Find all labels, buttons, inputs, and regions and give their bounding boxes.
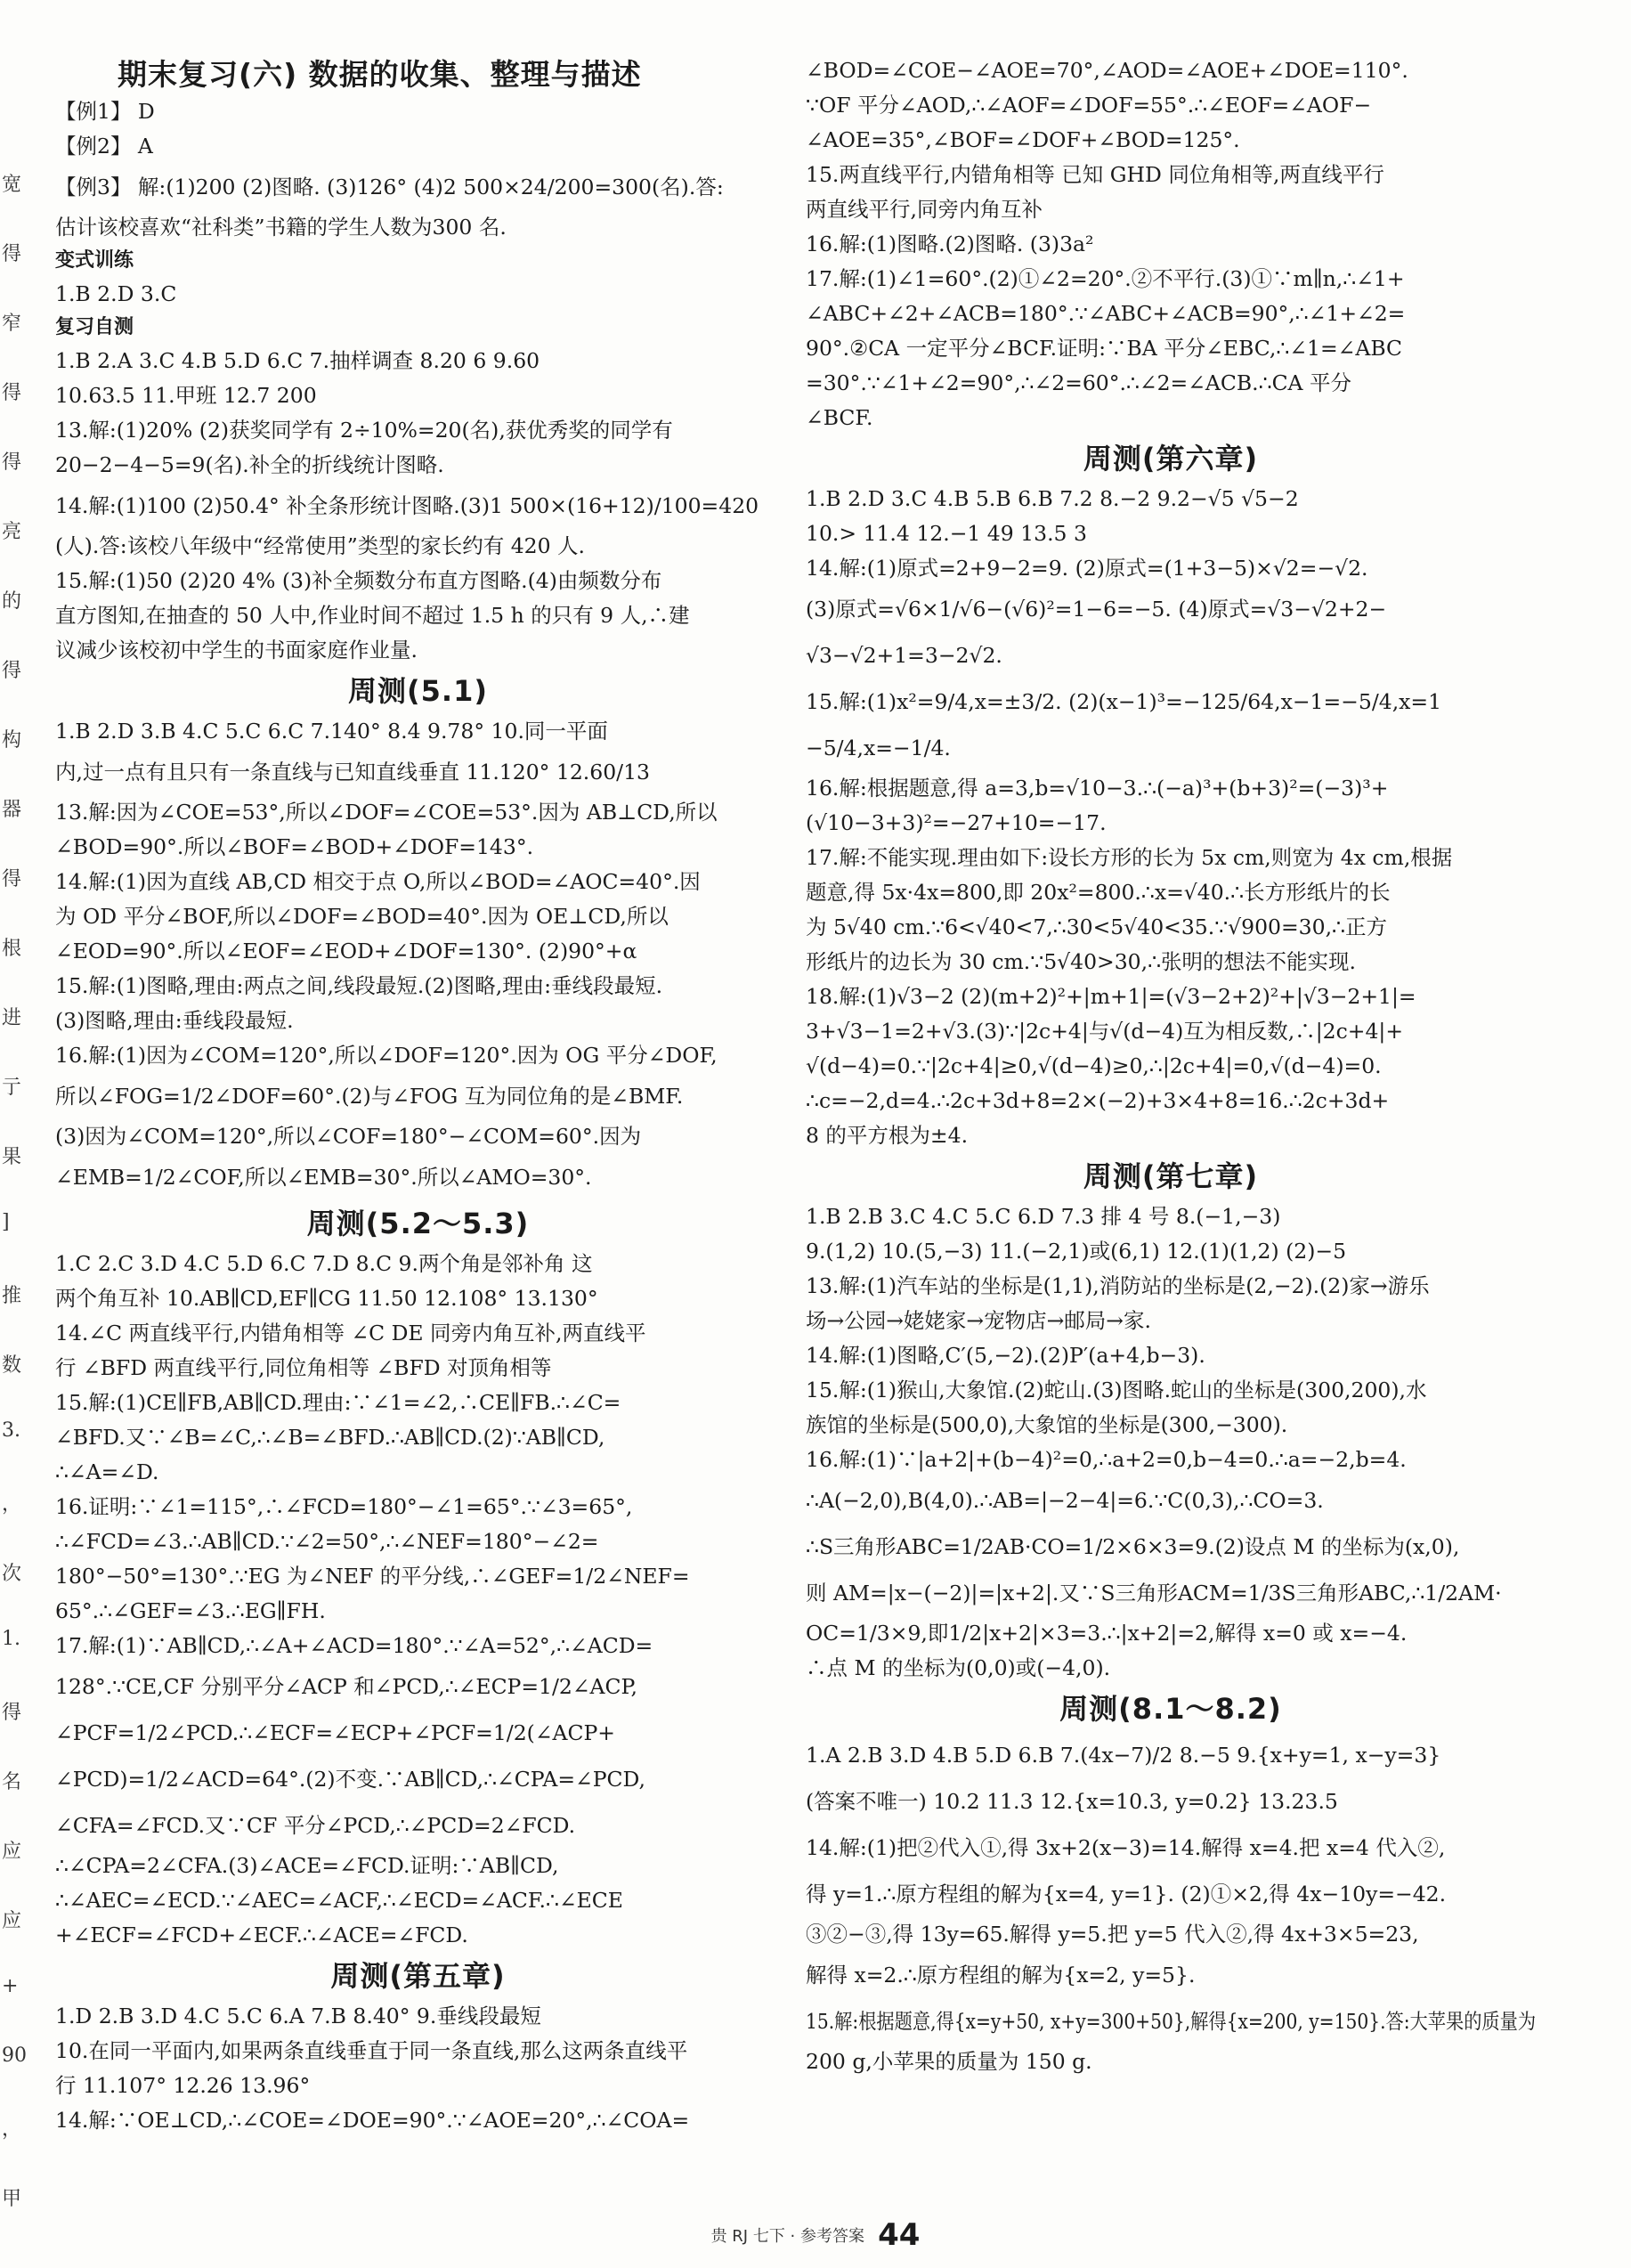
edge-fragment: 进 bbox=[2, 1007, 22, 1029]
left-line: 65°.∴∠GEF=∠3.∴EG∥FH. bbox=[55, 1598, 326, 1623]
left-line: 15.解:(1)图略,理由:两点之间,线段最短.(2)图略,理由:垂线段最短. bbox=[55, 973, 663, 998]
left-line: 128°.∵CE,CF 分别平分∠ACP 和∠PCD,∴∠ECP=1/2∠ACP, bbox=[55, 1674, 638, 1699]
edge-fragment: 推 bbox=[2, 1285, 22, 1307]
edge-fragment: + bbox=[2, 1975, 19, 1997]
left-column bbox=[55, 55, 781, 2138]
right-line: (√10−3+3)²=−27+10=−17. bbox=[806, 810, 1107, 835]
right-line: 1.B 2.D 3.C 4.B 5.B 6.B 7.2 8.−2 9.2−√5 √5−2 bbox=[806, 486, 1299, 511]
right-line: 题意,得 5x·4x=800,即 20x²=800.∴x=√40.∴长方形纸片的长 bbox=[806, 880, 1391, 905]
edge-fragment: 得 bbox=[2, 451, 22, 474]
left-heading: 周测(第五章) bbox=[330, 1959, 506, 1993]
left-line: 1.B 2.A 3.C 4.B 5.D 6.C 7.抽样调查 8.20 6 9.60 bbox=[55, 348, 540, 373]
right-line: −5/4,x=−1/4. bbox=[806, 736, 951, 760]
right-line: 14.解:(1)把②代入①,得 3x+2(x−3)=14.解得 x=4.把 x=4 代入②, bbox=[806, 1835, 1446, 1860]
left-line: 行 ∠BFD 两直线平行,同位角相等 ∠BFD 对顶角相等 bbox=[55, 1355, 552, 1380]
left-line: 所以∠FOG=1/2∠DOF=60°.(2)与∠FOG 互为同位角的是∠BMF. bbox=[55, 1084, 684, 1109]
left-edge-cropped-text bbox=[0, 0, 27, 2268]
edge-fragment: 得 bbox=[2, 243, 22, 265]
left-line: 13.解:(1)20% (2)获奖同学有 2÷10%=20(名),获优秀奖的同学有 bbox=[55, 418, 673, 443]
edge-fragment: ] bbox=[2, 1211, 10, 1233]
left-line: ∠BFD.又∵∠B=∠C,∴∠B=∠BFD.∴AB∥CD.(2)∵AB∥CD, bbox=[55, 1425, 605, 1450]
left-line: (3)因为∠COM=120°,所以∠COF=180°−∠COM=60°.因为 bbox=[55, 1124, 642, 1149]
edge-fragment: 宽 bbox=[2, 174, 22, 196]
edge-fragment: 应 bbox=[2, 1910, 22, 1932]
left-line: 估计该校喜欢“社科类”书籍的学生人数为300 名. bbox=[55, 215, 507, 240]
edge-fragment: 次 bbox=[2, 1563, 22, 1585]
edge-fragment: 甲 bbox=[2, 2188, 22, 2210]
left-heading: 周测(5.1) bbox=[348, 674, 488, 708]
right-line: 10.> 11.4 12.−1 49 13.5 3 bbox=[806, 521, 1087, 546]
right-line: (3)原式=√6×1/√6−(√6)²=1−6=−5. (4)原式=√3−√2+2− bbox=[806, 597, 1387, 622]
edge-fragment: ， bbox=[2, 2118, 22, 2141]
left-line: 【例3】 解:(1)200 (2)图略. (3)126° (4)2 500×24/200=300(名).答: bbox=[55, 175, 724, 199]
left-line: 10.63.5 11.甲班 12.7 200 bbox=[55, 383, 317, 408]
edge-fragment: 应 bbox=[2, 1841, 22, 1863]
right-line: 3+√3−1=2+√3.(3)∵|2c+4|与√(d−4)互为相反数,∴|2c+4|+ bbox=[806, 1019, 1404, 1044]
left-line: 14.解:∵OE⊥CD,∴∠COE=∠DOE=90°.∵∠AOE=20°,∴∠COA= bbox=[55, 2108, 690, 2133]
left-line: +∠ECF=∠FCD+∠ECF.∴∠ACE=∠FCD. bbox=[55, 1923, 468, 1947]
edge-fragment: 数 bbox=[2, 1354, 22, 1377]
right-line: 17.解:不能实现.理由如下:设长方形的长为 5x cm,则宽为 4x cm,根据 bbox=[806, 845, 1453, 870]
left-line: 14.解:(1)因为直线 AB,CD 相交于点 O,所以∠BOD=∠AOC=40°.因 bbox=[55, 869, 701, 894]
left-line: 10.在同一平面内,如果两条直线垂直于同一条直线,那么这两条直线平 bbox=[55, 2038, 688, 2063]
edge-fragment: 构 bbox=[2, 729, 22, 752]
left-line: ∴∠CPA=2∠CFA.(3)∠ACE=∠FCD.证明:∵AB∥CD, bbox=[55, 1853, 559, 1878]
right-line: 16.解:(1)∵|a+2|+(b−4)²=0,∴a+2=0,b−4=0.∴a=−2,b=4. bbox=[806, 1447, 1407, 1472]
left-line: 直方图知,在抽查的 50 人中,作业时间不超过 1.5 h 的只有 9 人,∴建 bbox=[55, 603, 690, 628]
right-line: 1.B 2.B 3.C 4.C 5.C 6.D 7.3 排 4 号 8.(−1,−3) bbox=[806, 1204, 1281, 1229]
right-line: ∴A(−2,0),B(4,0).∴AB=|−2−4|=6.∵C(0,3),∴CO=3. bbox=[806, 1488, 1324, 1513]
edge-fragment: 得 bbox=[2, 660, 22, 682]
left-line: 17.解:(1)∵AB∥CD,∴∠A+∠ACD=180°.∵∠A=52°,∴∠ACD= bbox=[55, 1633, 653, 1658]
right-line: 15.两直线平行,内错角相等 已知 GHD 同位角相等,两直线平行 bbox=[806, 162, 1384, 187]
right-line: 200 g,小苹果的质量为 150 g. bbox=[806, 2049, 1092, 2074]
left-line: ∠EMB=1/2∠COF,所以∠EMB=30°.所以∠AMO=30°. bbox=[55, 1165, 592, 1190]
right-line: 15.解:(1)x²=9/4,x=±3/2. (2)(x−1)³=−125/64,x−1=−5/4,x=1 bbox=[806, 689, 1442, 714]
right-line: 17.解:(1)∠1=60°.(2)①∠2=20°.②不平行.(3)①∵m∥n,∴∠1+ bbox=[806, 266, 1405, 291]
right-line: 族馆的坐标是(500,0),大象馆的坐标是(300,−300). bbox=[806, 1412, 1288, 1437]
left-line: 议减少该校初中学生的书面家庭作业量. bbox=[55, 638, 418, 663]
right-line: ∴点 M 的坐标为(0,0)或(−4,0). bbox=[806, 1655, 1111, 1680]
section-title: 期末复习(六) 数据的收集、整理与描述 bbox=[118, 57, 642, 92]
right-answer-lines bbox=[806, 53, 1536, 2079]
right-column bbox=[806, 53, 1536, 2079]
right-line: 得 y=1.∴原方程组的解为{x=4, y=1}. (2)①×2,得 4x−10y=−42. bbox=[806, 1882, 1447, 1906]
edge-fragment: 根 bbox=[2, 938, 22, 960]
left-line: 内,过一点有且只有一条直线与已知直线垂直 11.120° 12.60/13 bbox=[55, 760, 650, 784]
right-line: 16.解:(1)图略.(2)图略. (3)3a² bbox=[806, 232, 1094, 256]
left-heading: 周测(5.2～5.3) bbox=[306, 1207, 530, 1240]
left-line: 14.∠C 两直线平行,内错角相等 ∠C DE 同旁内角互补,两直线平 bbox=[55, 1321, 646, 1345]
left-line: (3)图略,理由:垂线段最短. bbox=[55, 1008, 294, 1033]
left-line: 两个角互补 10.AB∥CD,EF∥CG 11.50 12.108° 13.130° bbox=[55, 1286, 598, 1311]
right-line: 16.解:根据题意,得 a=3,b=√10−3.∴(−a)³+(b+3)²=(−3)³+ bbox=[806, 776, 1389, 801]
right-line: ∴c=−2,d=4.∴2c+3d+8=2×(−2)+3×4+8=16.∴2c+3d+ bbox=[806, 1088, 1390, 1113]
left-line: ∴∠A=∠D. bbox=[55, 1459, 159, 1484]
edge-fragment: 的 bbox=[2, 590, 22, 613]
left-line: ∠BOD=90°.所以∠BOF=∠BOD+∠DOF=143°. bbox=[55, 834, 534, 859]
right-line: =30°.∵∠1+∠2=90°,∴∠2=60°.∴∠2=∠ACB.∴CA 平分 bbox=[806, 370, 1351, 395]
left-line: ∠PCF=1/2∠PCD.∴∠ECF=∠ECP+∠PCF=1/2(∠ACP+ bbox=[55, 1720, 615, 1745]
edge-fragment: 90 bbox=[2, 2044, 27, 2067]
right-line: ∴S三角形ABC=1/2AB·CO=1/2×6×3=9.(2)设点 M 的坐标为(x,0), bbox=[806, 1534, 1460, 1559]
right-line: 14.解:(1)原式=2+9−2=9. (2)原式=(1+3−5)×√2=−√2. bbox=[806, 556, 1368, 581]
right-line: 1.A 2.B 3.D 4.B 5.D 6.B 7.(4x−7)/2 8.−5 9.{x+y=1, x−y=3} bbox=[806, 1743, 1441, 1768]
right-line: 18.解:(1)√3−2 (2)(m+2)²+|m+1|=(√3−2+2)²+|√3−2+1|= bbox=[806, 984, 1416, 1009]
edge-fragment: 果 bbox=[2, 1146, 22, 1168]
right-line: ∵OF 平分∠AOD,∴∠AOF=∠DOF=55°.∴∠EOF=∠AOF− bbox=[806, 93, 1372, 118]
right-line: ∠AOE=35°,∠BOF=∠DOF+∠BOD=125°. bbox=[806, 127, 1240, 152]
left-line: (人).答:该校八年级中“经常使用”类型的家长约有 420 人. bbox=[55, 533, 586, 558]
edge-fragment: ， bbox=[2, 1493, 22, 1516]
right-line: 13.解:(1)汽车站的坐标是(1,1),消防站的坐标是(2,−2).(2)家→游乐 bbox=[806, 1273, 1430, 1298]
left-line: 15.解:(1)CE∥FB,AB∥CD.理由:∵∠1=∠2,∴CE∥FB.∴∠C= bbox=[55, 1390, 621, 1415]
left-line: 1.B 2.D 3.B 4.C 5.C 6.C 7.140° 8.4 9.78° 10.同一平面 bbox=[55, 719, 608, 744]
left-subheading: 变式训练 bbox=[55, 249, 134, 272]
right-heading: 周测(第七章) bbox=[1083, 1159, 1259, 1193]
right-line: 则 AM=|x−(−2)|=|x+2|.又∵S三角形ACM=1/3S三角形ABC,∴1/2AM· bbox=[806, 1581, 1502, 1605]
left-line: 16.解:(1)因为∠COM=120°,所以∠DOF=120°.因为 OG 平分∠DOF, bbox=[55, 1043, 718, 1068]
left-line: 13.解:因为∠COE=53°,所以∠DOF=∠COE=53°.因为 AB⊥CD,所以 bbox=[55, 800, 718, 825]
right-line: 90°.②CA 一定平分∠BCF.证明:∵BA 平分∠EBC,∴∠1=∠ABC bbox=[806, 336, 1403, 361]
right-line: 形纸片的边长为 30 cm.∵5√40>30,∴张明的想法不能实现. bbox=[806, 949, 1357, 974]
left-line: 【例1】 D bbox=[55, 99, 155, 124]
left-line: 15.解:(1)50 (2)20 4% (3)补全频数分布直方图略.(4)由频数分布 bbox=[55, 568, 662, 593]
left-line: ∠EOD=90°.所以∠EOF=∠EOD+∠DOF=130°. (2)90°+α bbox=[55, 939, 637, 963]
left-subheading: 复习自测 bbox=[55, 316, 134, 338]
edge-fragment: 得 bbox=[2, 1702, 22, 1724]
edge-fragment: 器 bbox=[2, 799, 22, 821]
left-line: 14.解:(1)100 (2)50.4° 补全条形统计图略.(3)1 500×(16+12)/100=420 bbox=[55, 493, 759, 518]
edge-fragment: 得 bbox=[2, 868, 22, 890]
right-line: 15.解:根据题意,得{x=y+50, x+y=300+50},解得{x=200, y=150}.答:大苹果的质量为 bbox=[806, 2009, 1537, 2034]
right-line: ∠ABC+∠2+∠ACB=180°.∵∠ABC+∠ACB=90°,∴∠1+∠2= bbox=[806, 301, 1406, 326]
left-answer-lines bbox=[55, 94, 781, 2138]
left-line: 20−2−4−5=9(名).补全的折线统计图略. bbox=[55, 452, 444, 477]
right-line: 场→公园→姥姥家→宠物店→邮局→家. bbox=[806, 1308, 1151, 1333]
left-line: ∠CFA=∠FCD.又∵CF 平分∠PCD,∴∠PCD=2∠FCD. bbox=[55, 1813, 576, 1838]
right-line: ∠BOD=∠COE−∠AOE=70°,∠AOD=∠AOE+∠DOE=110°. bbox=[806, 58, 1408, 83]
right-line: 解得 x=2.∴原方程组的解为{x=2, y=5}. bbox=[806, 1963, 1196, 1988]
left-line: 为 OD 平分∠BOF,所以∠DOF=∠BOD=40°.因为 OE⊥CD,所以 bbox=[55, 904, 669, 929]
left-line: 【例2】 A bbox=[55, 134, 153, 159]
right-line: 两直线平行,同旁内角互补 bbox=[806, 197, 1043, 222]
right-line: √3−√2+1=3−2√2. bbox=[806, 643, 1002, 668]
left-line: ∴∠AEC=∠ECD.∵∠AEC=∠ACF,∴∠ECD=∠ACF.∴∠ECE bbox=[55, 1888, 623, 1913]
edge-fragment: 3. bbox=[2, 1419, 20, 1442]
left-line: 1.D 2.B 3.D 4.C 5.C 6.A 7.B 8.40° 9.垂线段最短 bbox=[55, 2004, 541, 2028]
right-line: 9.(1,2) 10.(5,−3) 11.(−2,1)或(6,1) 12.(1)(1,2) (2)−5 bbox=[806, 1239, 1347, 1264]
left-line: 1.B 2.D 3.C bbox=[55, 281, 177, 306]
right-heading: 周测(8.1～8.2) bbox=[1059, 1692, 1282, 1726]
left-line: ∴∠FCD=∠3.∴AB∥CD.∵∠2=50°,∴∠NEF=180°−∠2= bbox=[55, 1529, 599, 1554]
footer-text: 贵 RJ 七下 · 参考答案 bbox=[710, 2227, 864, 2246]
right-line: 为 5√40 cm.∵6<√40<7,∴30<5√40<35.∵√900=30,∴正方 bbox=[806, 915, 1387, 939]
right-line: (答案不唯一) 10.2 11.3 12.{x=10.3, y=0.2} 13.23.5 bbox=[806, 1789, 1338, 1814]
right-line: √(d−4)=0.∵|2c+4|≥0,√(d−4)≥0,∴|2c+4|=0,√(d−4)=0. bbox=[806, 1053, 1382, 1078]
edge-fragment: 窄 bbox=[2, 313, 22, 335]
left-line: 1.C 2.C 3.D 4.C 5.D 6.C 7.D 8.C 9.两个角是邻补角 这 bbox=[55, 1251, 593, 1276]
edge-fragment: 1. bbox=[2, 1628, 20, 1650]
right-line: 8 的平方根为±4. bbox=[806, 1123, 969, 1148]
edge-fragment: 得 bbox=[2, 382, 22, 404]
right-heading: 周测(第六章) bbox=[1083, 442, 1259, 476]
left-line: 行 11.107° 12.26 13.96° bbox=[55, 2073, 311, 2098]
right-line: 15.解:(1)猴山,大象馆.(2)蛇山.(3)图略.蛇山的坐标是(300,200),水 bbox=[806, 1378, 1427, 1402]
right-line: OC=1/3×9,即1/2|x+2|×3=3.∴|x+2|=2,解得 x=0 或 x=−4. bbox=[806, 1621, 1408, 1646]
edge-fragment: 亍 bbox=[2, 1077, 22, 1099]
page-number: 44 bbox=[878, 2217, 921, 2253]
left-line: 180°−50°=130°.∵EG 为∠NEF 的平分线,∴∠GEF=1/2∠NEF= bbox=[55, 1564, 690, 1589]
left-line: 16.证明:∵∠1=115°,∴∠FCD=180°−∠1=65°.∵∠3=65°, bbox=[55, 1494, 633, 1519]
right-line: 14.解:(1)图略,C′(5,−2).(2)P′(a+4,b−3). bbox=[806, 1343, 1205, 1368]
edge-fragment: 名 bbox=[2, 1771, 22, 1793]
right-line: ③②−③,得 13y=65.解得 y=5.把 y=5 代入②,得 4x+3×5=23, bbox=[806, 1922, 1419, 1947]
left-line: ∠PCD)=1/2∠ACD=64°.(2)不变.∵AB∥CD,∴∠CPA=∠PCD, bbox=[55, 1767, 646, 1792]
edge-fragment: 亮 bbox=[2, 521, 22, 543]
right-line-tail: ∠BCF. bbox=[806, 405, 873, 430]
page-footer bbox=[0, 2217, 1631, 2253]
